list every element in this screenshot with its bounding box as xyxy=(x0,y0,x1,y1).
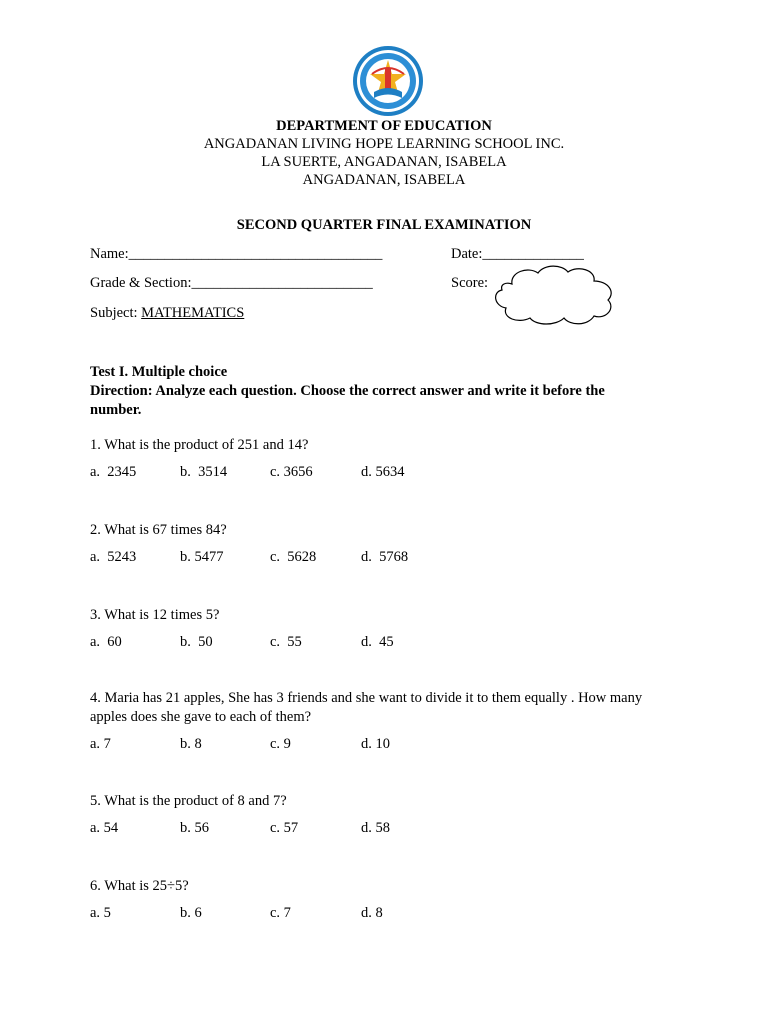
question-5: 5. What is the product of 8 and 7? xyxy=(90,793,287,809)
q3-option-d: d. 45 xyxy=(361,634,394,650)
exam-title: SECOND QUARTER FINAL EXAMINATION xyxy=(236,217,532,233)
q6-option-a: a. 5 xyxy=(90,905,111,921)
question-2: 2. What is 67 times 84? xyxy=(90,522,227,538)
q5-option-c: c. 57 xyxy=(270,820,299,836)
q5-option-d: d. 58 xyxy=(361,820,390,836)
subject-field xyxy=(90,305,244,322)
subject-label: Subject: xyxy=(90,305,142,321)
name-field: Name:___________________________________ xyxy=(90,246,383,262)
q5-option-a: a. 54 xyxy=(90,820,119,836)
q3-option-b: b. 50 xyxy=(180,634,213,650)
q3-option-c: c. 55 xyxy=(270,634,302,650)
test-title: Test I. Multiple choice xyxy=(90,364,228,380)
document-header xyxy=(0,117,768,189)
question-1: 1. What is the product of 251 and 14? xyxy=(90,437,309,453)
q6-option-d: d. 8 xyxy=(361,905,383,921)
address-line-1: LA SUERTE, ANGADANAN, ISABELA xyxy=(261,154,507,170)
q6-option-c: c. 7 xyxy=(270,905,291,921)
q2-option-d: d. 5768 xyxy=(361,549,409,565)
score-cloud-shape xyxy=(490,262,620,328)
question-3: 3. What is 12 times 5? xyxy=(90,607,220,623)
q6-option-b: b. 6 xyxy=(180,905,202,921)
school-name: ANGADANAN LIVING HOPE LEARNING SCHOOL INC. xyxy=(203,136,565,152)
question-6: 6. What is 25÷5? xyxy=(90,878,189,894)
q4-option-b: b. 8 xyxy=(180,736,202,752)
grade-section-field: Grade & Section:_________________________ xyxy=(90,275,373,291)
score-field: Score: xyxy=(451,275,489,291)
q4-option-c: c. 9 xyxy=(270,736,291,752)
q2-option-a: a. 5243 xyxy=(90,549,137,565)
q3-option-a: a. 60 xyxy=(90,634,122,650)
q4-option-a: a. 7 xyxy=(90,736,111,752)
department-title: DEPARTMENT OF EDUCATION xyxy=(276,118,492,134)
test-direction: Direction: Analyze each question. Choose the correct answer and write it before the number. xyxy=(90,383,605,418)
q1-option-c: c. 3656 xyxy=(270,464,313,480)
date-field: Date:______________ xyxy=(451,246,584,262)
q2-option-b: b. 5477 xyxy=(180,549,224,565)
address-line-2: ANGADANAN, ISABELA xyxy=(302,172,466,188)
school-seal-logo xyxy=(352,44,424,118)
q1-option-b: b. 3514 xyxy=(180,464,228,480)
q1-option-d: d. 5634 xyxy=(361,464,405,480)
question-4: 4. Maria has 21 apples, She has 3 friends and she want to divide it to them equally . How many apples does she gave to each of them? xyxy=(90,690,643,725)
q4-option-d: d. 10 xyxy=(361,736,390,752)
q5-option-b: b. 56 xyxy=(180,820,209,836)
q2-option-c: c. 5628 xyxy=(270,549,317,565)
q1-option-a: a. 2345 xyxy=(90,464,137,480)
subject-value: MATHEMATICS xyxy=(141,305,245,321)
